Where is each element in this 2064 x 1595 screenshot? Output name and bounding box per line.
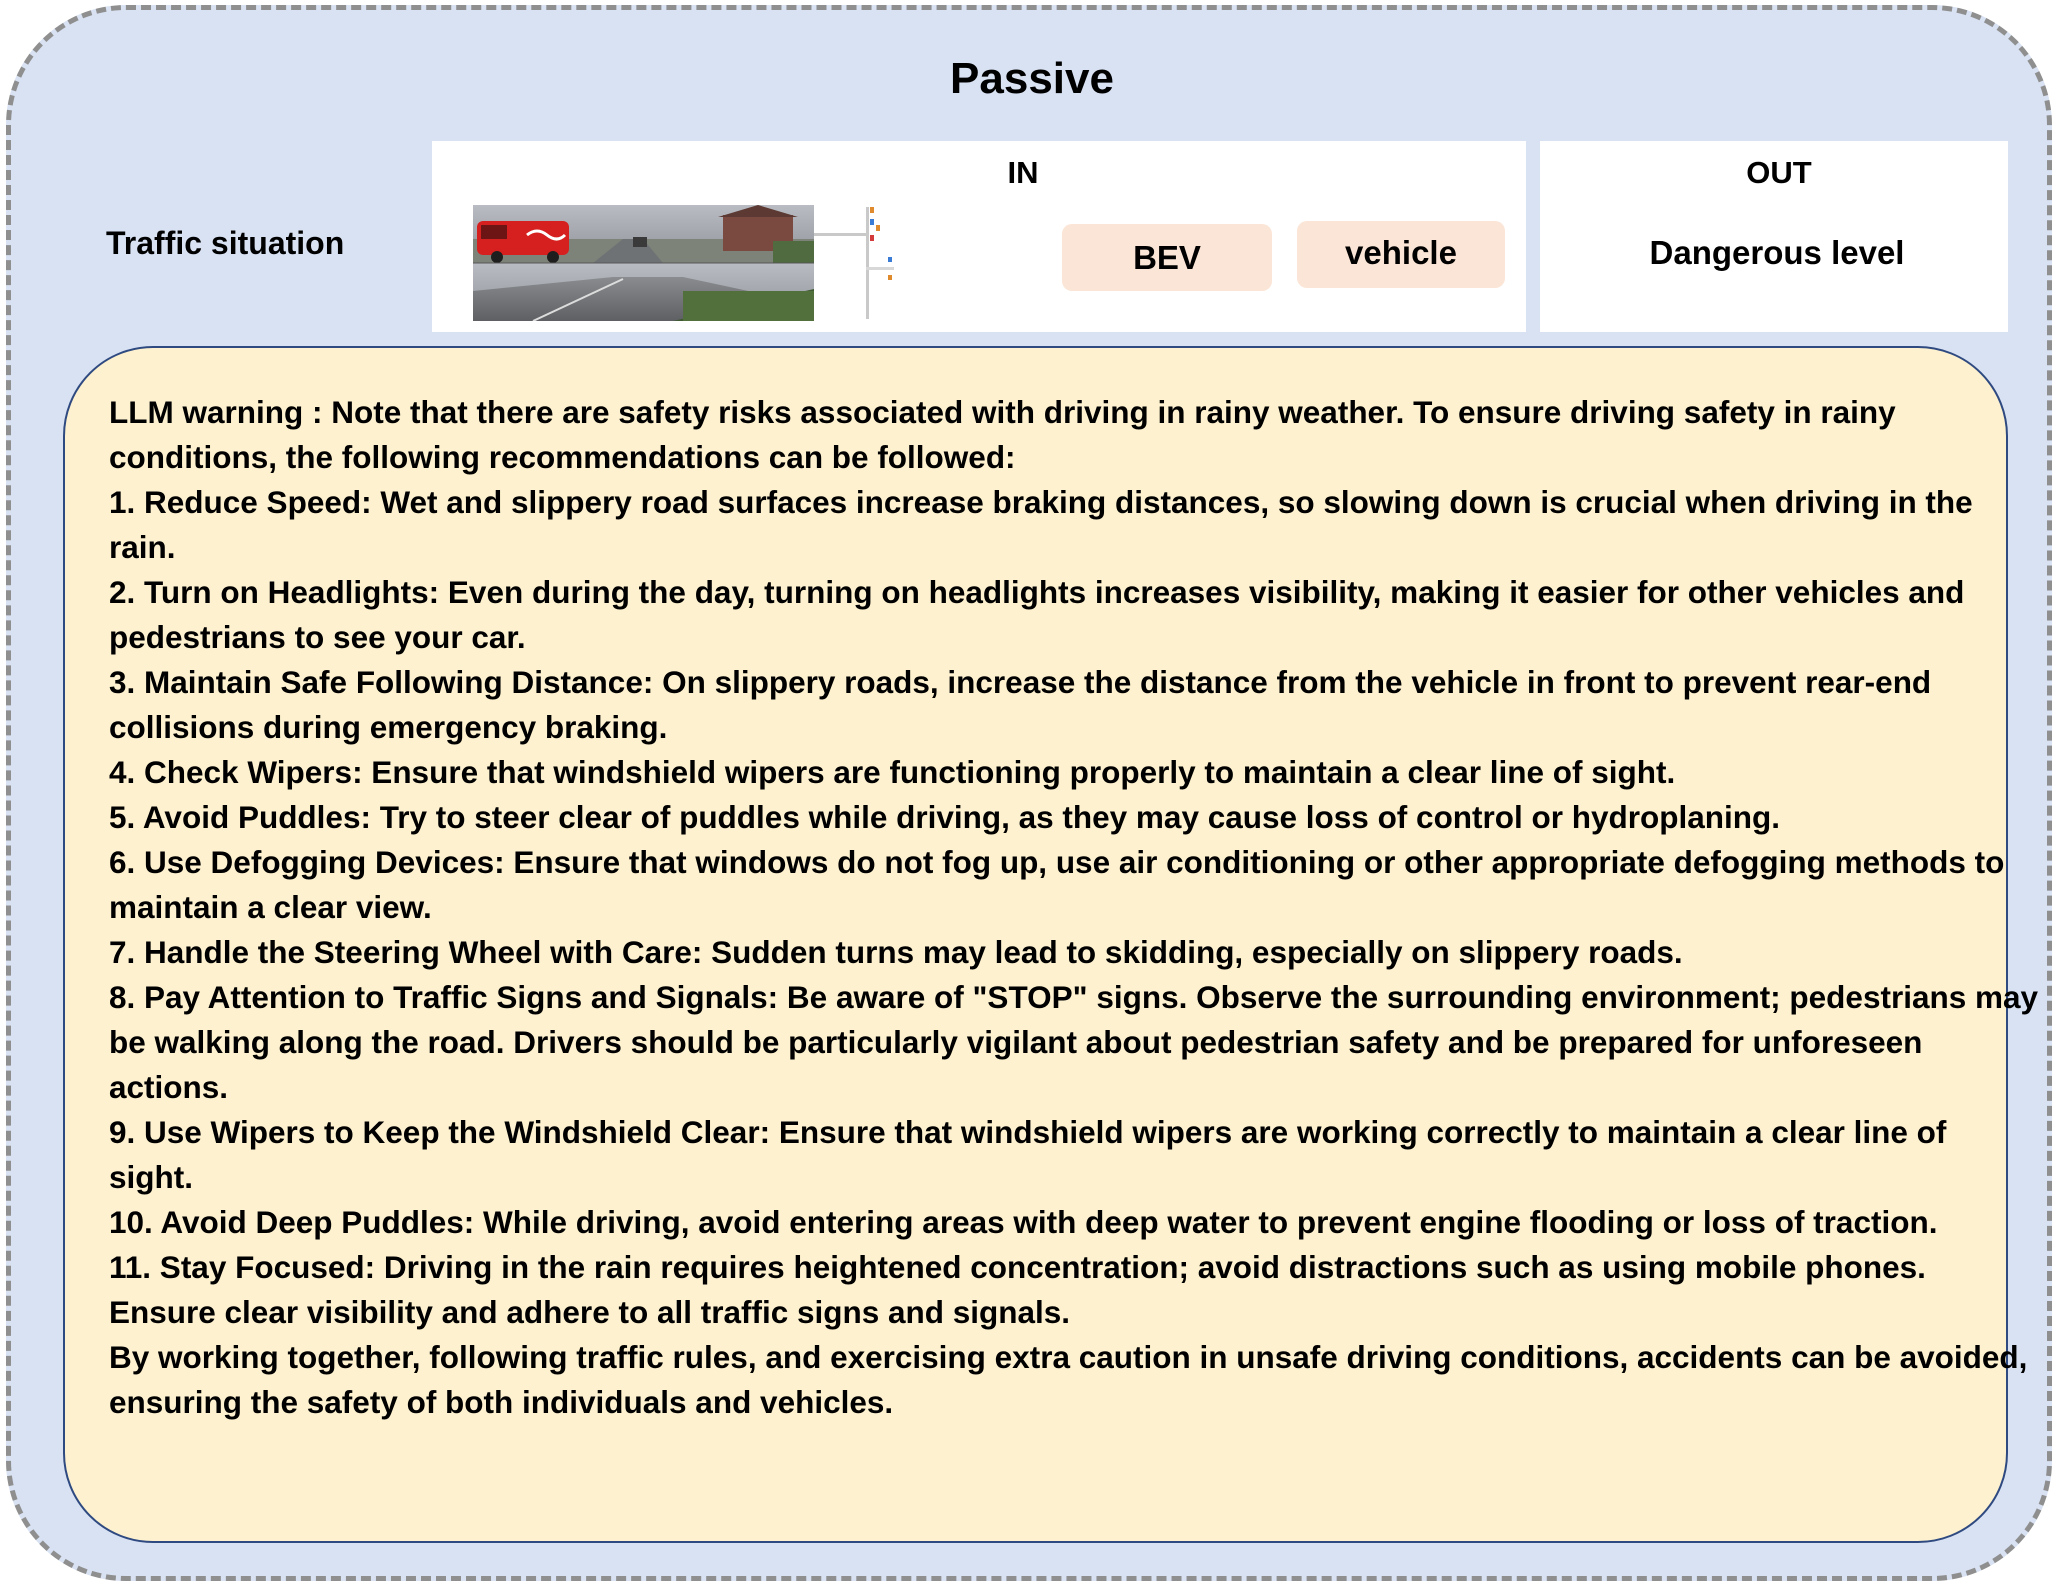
warning-conclusion: By working together, following traffic rules, and exercising extra caution in unsafe driving conditions, accidents can be avoided, ensuring the safety of both individuals and vehicles. (109, 1339, 2028, 1420)
warning-item-8: 8. Pay Attention to Traffic Signs and Signals: Be aware of "STOP" signs. Observe the surrounding environment; pedestrians may be walking along the road. Drivers should be particularly vigilant about pedestrian safety and be prepared for unforeseen actions. (109, 979, 2039, 1105)
llm-warning-text (109, 390, 2039, 1425)
llm-warning-box (63, 346, 2039, 1543)
warning-item-3: 3. Maintain Safe Following Distance: On slippery roads, increase the distance from the vehicle in front to prevent rear-end collisions during emergency braking. (109, 664, 1932, 745)
output-panel (1540, 141, 2008, 332)
warning-item-10: 10. Avoid Deep Puddles: While driving, avoid entering areas with deep water to prevent engine flooding or loss of traction. (109, 1204, 1938, 1240)
warning-item-9: 9. Use Wipers to Keep the Windshield Clear: Ensure that windshield wipers are working correctly to maintain a clear line of sight. (109, 1114, 1947, 1195)
warning-intro: LLM warning : Note that there are safety risks associated with driving in rainy weather. To ensure driving safety in rainy conditions, the following recommendations can be followed: (109, 394, 1896, 475)
warning-item-11: 11. Stay Focused: Driving in the rain requires heightened concentration; avoid distractions such as using mobile phones. Ensure clear visibility and adhere to all traffic signs and signals. (109, 1249, 1926, 1330)
warning-item-1: 1. Reduce Speed: Wet and slippery road surfaces increase braking distances, so slowing down is crucial when driving in the rain. (109, 484, 1973, 565)
vehicle-chip: vehicle (1297, 221, 1505, 288)
camera-view-image (473, 205, 814, 321)
bev-map-image (814, 205, 894, 321)
warning-item-5: 5. Avoid Puddles: Try to steer clear of puddles while driving, as they may cause loss of control or hydroplaning. (109, 799, 1781, 835)
input-panel (432, 141, 1526, 332)
warning-item-6: 6. Use Defogging Devices: Ensure that windows do not fog up, use air conditioning or other appropriate defogging methods to maintain a clear view. (109, 844, 2005, 925)
panel-title: Passive (950, 54, 1114, 103)
input-header: IN (1007, 155, 1039, 190)
traffic-situation-label: Traffic situation (106, 225, 345, 261)
output-value: Dangerous level (1649, 234, 1905, 271)
warning-item-7: 7. Handle the Steering Wheel with Care: Sudden turns may lead to skidding, especially on slippery roads. (109, 934, 1683, 970)
bev-chip: BEV (1062, 224, 1272, 291)
warning-item-2: 2. Turn on Headlights: Even during the day, turning on headlights increases visibility, making it easier for other vehicles and pedestrians to see your car. (109, 574, 1965, 655)
output-header: OUT (1746, 155, 1812, 190)
warning-item-4: 4. Check Wipers: Ensure that windshield wipers are functioning properly to maintain a clear line of sight. (109, 754, 1676, 790)
